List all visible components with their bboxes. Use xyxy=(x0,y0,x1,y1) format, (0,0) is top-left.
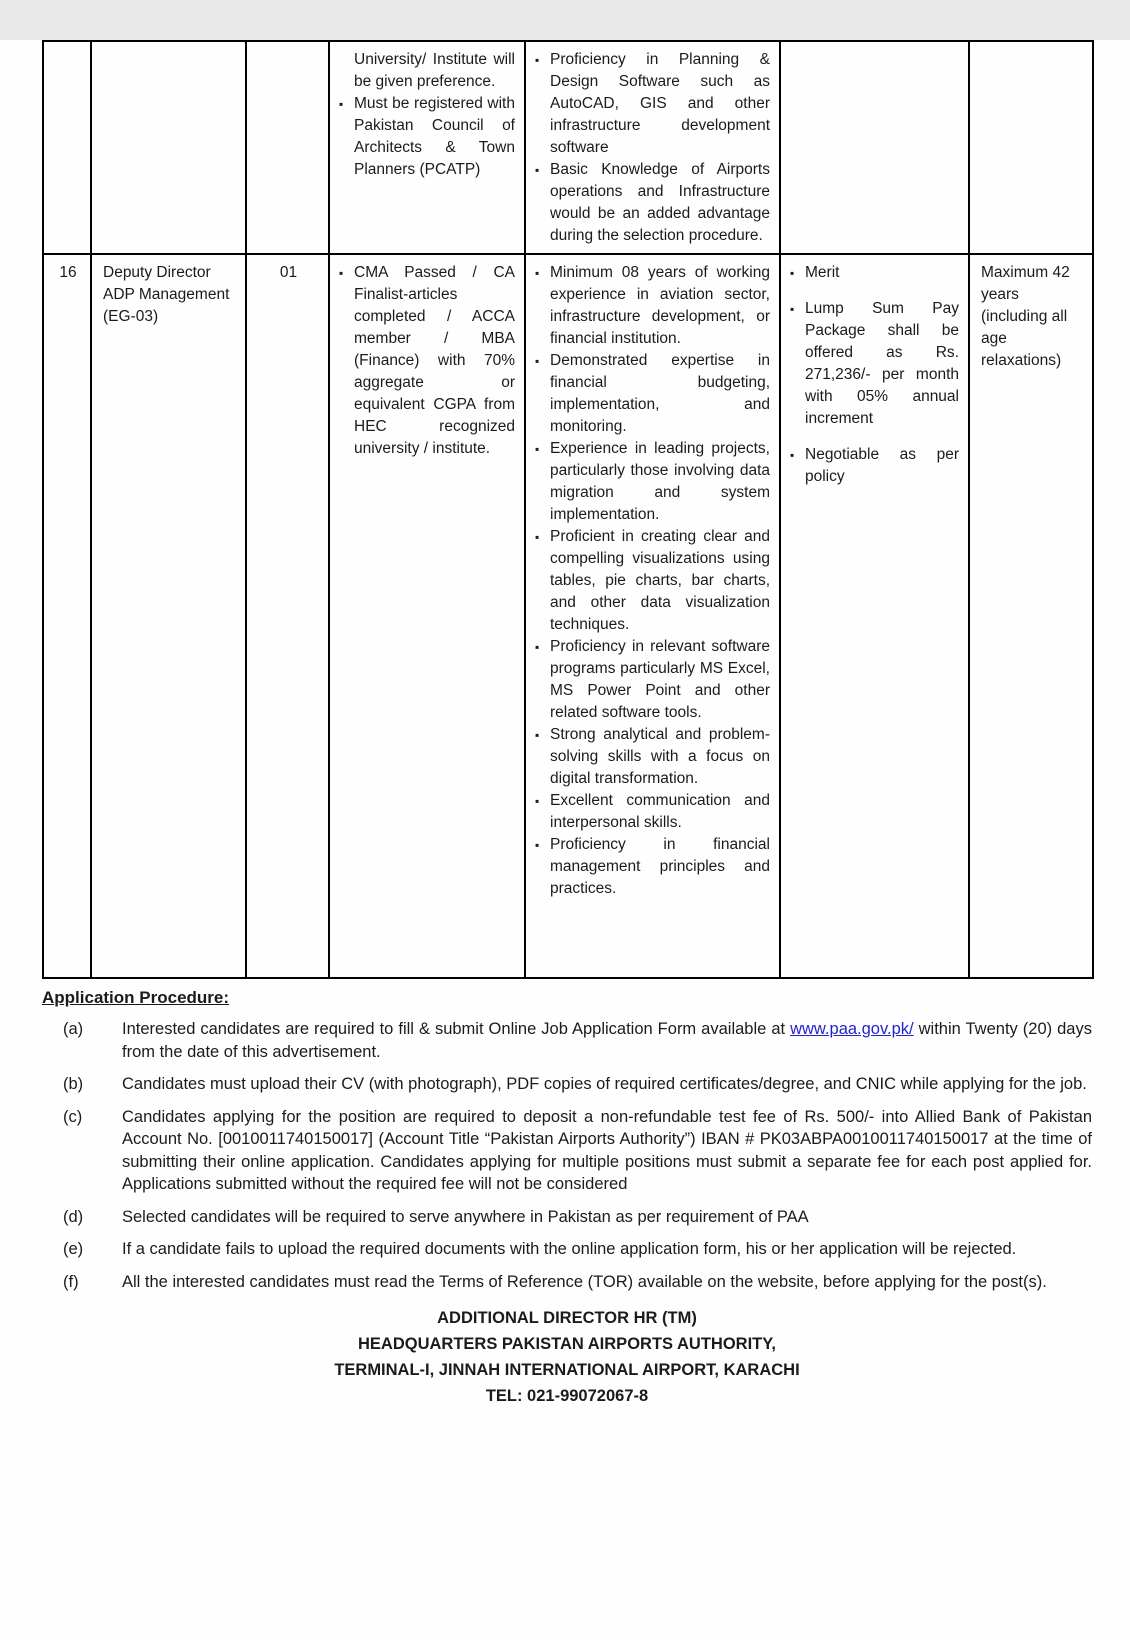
item-text xyxy=(122,1018,1092,1063)
application-procedure-section xyxy=(42,988,1092,1293)
item-label: (b) xyxy=(63,1075,84,1093)
item-text-before-link: Interested candidates are required to fill & submit Online Job Application Form available at xyxy=(122,1020,791,1038)
experience-list xyxy=(537,262,770,900)
cell-posts xyxy=(246,41,329,254)
bullet-item: ▪ Must be registered with Pakistan Council of Architects & Town Planners (PCATP) xyxy=(341,93,515,181)
cell-posts: 01 xyxy=(246,254,329,978)
cell-age xyxy=(969,41,1093,254)
job-table xyxy=(42,40,1094,979)
bullet-item: ▪ Experience in leading projects, particularly those involving data migration and system implementation. xyxy=(537,438,770,526)
signature-line-organization: HEADQUARTERS PAKISTAN AIRPORTS AUTHORITY, xyxy=(357,1335,776,1353)
experience-list xyxy=(537,49,770,247)
cell-merit xyxy=(780,254,969,978)
item-label: (e) xyxy=(63,1240,84,1258)
application-procedure-heading: Application Procedure: xyxy=(42,988,230,1007)
item-label: (d) xyxy=(63,1207,84,1226)
item-label: (c) xyxy=(63,1107,83,1126)
table-row-continuation xyxy=(43,41,1093,254)
procedure-item-a xyxy=(42,1018,1092,1063)
cell-experience xyxy=(525,254,780,978)
bullet-item: ▪ Proficiency in financial management principles and practices. xyxy=(537,834,770,900)
cell-age: Maximum 42 years (including all age relaxations) xyxy=(969,254,1093,978)
bullet-item: ▪ Excellent communication and interpersonal skills. xyxy=(537,790,770,834)
item-text: If a candidate fails to upload the required documents with the online application form, his or her application will be rejected. xyxy=(122,1240,1017,1258)
item-text: Candidates applying for the position are required to deposit a non-refundable test fee of Rs. 500/- into Allied Bank of Pakistan Account No. [0010011740150017] (Account Title “Pakistan Airports Authority”) IBAN # PK03ABPA0010011740150017 at the time of submitting their online application. Candidates applying for multiple positions must submit a separate fee for each post applied for. Applications submitted without the required fee will not be considered xyxy=(122,1107,1092,1193)
cell-merit xyxy=(780,41,969,254)
cell-qualification xyxy=(329,41,525,254)
item-text: Selected candidates will be required to serve anywhere in Pakistan as per requirement of PAA xyxy=(122,1207,809,1226)
bullet-item: ▪ Proficiency in Planning & Design Software such as AutoCAD, GIS and other infrastructure development software xyxy=(537,49,770,159)
bullet-item: ▪ Negotiable as per policy xyxy=(792,444,959,488)
bullet-item: ▪ Proficient in creating clear and compelling visualizations using tables, pie charts, bar charts, and other data visualization techniques. xyxy=(537,526,770,636)
procedure-item-f xyxy=(42,1271,1092,1294)
bullet-item: ▪ Demonstrated expertise in financial budgeting, implementation, and monitoring. xyxy=(537,350,770,438)
item-text: Candidates must upload their CV (with photograph), PDF copies of required certificates/degree, and CNIC while applying for the job. xyxy=(122,1075,1087,1093)
bullet-item: ▪ Lump Sum Pay Package shall be offered as Rs. 271,236/- per month with 05% annual increment xyxy=(792,298,959,430)
signature-line-address: TERMINAL-I, JINNAH INTERNATIONAL AIRPORT, KARACHI xyxy=(334,1361,800,1379)
cell-experience xyxy=(525,41,780,254)
cell-position xyxy=(91,41,246,254)
bullet-item: ▪ Merit xyxy=(792,262,959,284)
bullet-item: ▪ Strong analytical and problem-solving skills with a focus on digital transformation. xyxy=(537,724,770,790)
bullet-item: ▪ Minimum 08 years of working experience in aviation sector, infrastructure development, or financial institution. xyxy=(537,262,770,350)
item-text-after-link: within Twenty (20) days from the date of this advertisement. xyxy=(122,1020,1092,1061)
procedure-item-d xyxy=(42,1206,1092,1229)
cell-position: Deputy Director ADP Management (EG-03) xyxy=(91,254,246,978)
cell-sno: 16 xyxy=(43,254,91,978)
procedure-item-c xyxy=(42,1106,1092,1196)
bullet-item: ▪ Basic Knowledge of Airports operations and Infrastructure would be an added advantage during the selection procedure. xyxy=(537,159,770,247)
procedure-item-b xyxy=(42,1073,1092,1096)
table-row-16 xyxy=(43,254,1093,978)
paa-website-link[interactable]: www.paa.gov.pk/ xyxy=(790,1020,914,1038)
cell-sno xyxy=(43,41,91,254)
item-text: All the interested candidates must read the Terms of Reference (TOR) available on the website, before applying for the post(s). xyxy=(122,1272,1047,1291)
item-label: (a) xyxy=(63,1020,84,1038)
bullet-item: ▪ CMA Passed / CA Finalist-articles completed / ACCA member / MBA (Finance) with 70% aggregate or equivalent CGPA from HEC recognized university / institute. xyxy=(341,262,515,460)
qualification-list xyxy=(341,93,515,181)
cell-qualification xyxy=(329,254,525,978)
procedure-item-e xyxy=(42,1238,1092,1261)
merit-list xyxy=(792,262,959,488)
item-label: (f) xyxy=(63,1272,79,1291)
signature-line-title: ADDITIONAL DIRECTOR HR (TM) xyxy=(437,1309,697,1327)
signature-line-phone: TEL: 021-99072067-8 xyxy=(485,1387,649,1405)
signature-block xyxy=(42,1305,1092,1409)
qualification-continuation-text: University/ Institute will be given preference. xyxy=(354,51,515,90)
bullet-item: ▪ Proficiency in relevant software programs particularly MS Excel, MS Power Point and other related software tools. xyxy=(537,636,770,724)
document-page xyxy=(0,40,1130,1640)
qualification-list xyxy=(341,262,515,460)
